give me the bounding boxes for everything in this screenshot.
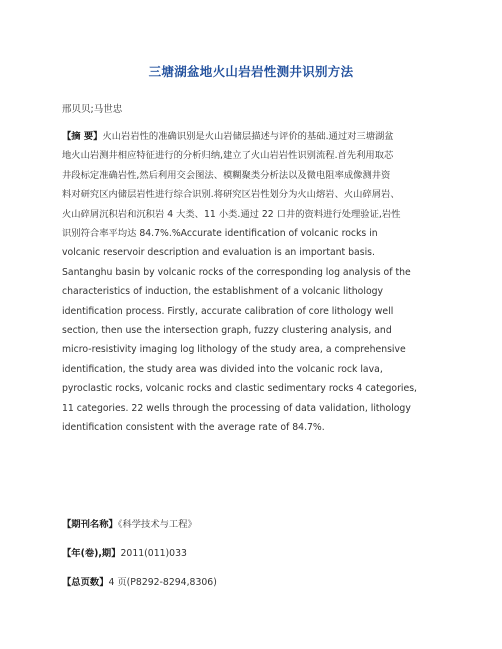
abstract-line: 井段标定准确岩性,然后利用交会图法、模糊聚类分析法以及微电阻率成像测井资: [62, 169, 391, 181]
abstract-line: 料对研究区内储层岩性进行综合识别.将研究区岩性划分为火山熔岩、火山碎屑岩、: [62, 189, 400, 201]
total-pages-label: 【总页数】: [62, 577, 109, 588]
year-volume-issue-value: 2011(011)033: [120, 548, 187, 559]
total-pages-value: 4 页(P8292-8294,8306): [108, 577, 217, 588]
abstract-label: 【摘 要】: [62, 131, 103, 142]
journal-name-label: 【期刊名称】: [62, 519, 118, 530]
document-title: 三塘湖盆地火山岩岩性测井识别方法: [148, 64, 354, 79]
abstract-line: 识别符合率平均达 84.7%.%Accurate identification of volcanic rocks in: [62, 228, 378, 240]
total-pages-row: [62, 574, 217, 588]
document-authors: 邢贝贝;马世忠: [62, 104, 123, 115]
abstract-line: characteristics of induction, the establishment of a volcanic lithology: [62, 286, 384, 298]
abstract-line: identification consistent with the average rate of 84.7%.: [62, 422, 325, 434]
journal-name-row: [62, 516, 197, 530]
year-volume-issue-row: [62, 545, 187, 559]
abstract-line: 地火山岩测井相应特征进行的分析归纳,建立了火山岩岩性识别流程.首先利用取芯: [62, 150, 394, 162]
journal-name-value: 《科学技术与工程》: [117, 519, 197, 530]
abstract-line: 火山碎屑沉积岩和沉积岩 4 大类、11 小类.通过 22 口井的资料进行处理验证,岩性: [62, 208, 401, 220]
abstract-section: [62, 127, 442, 438]
abstract-text: 火山岩岩性的准确识别是火山岩储层描述与评价的基础.通过对三塘湖盆: [102, 131, 394, 142]
abstract-line: Santanghu basin by volcanic rocks of the corresponding log analysis of the: [62, 266, 411, 278]
abstract-line: 11 categories. 22 wells through the processing of data validation, lithology: [62, 402, 411, 414]
year-volume-issue-label: 【年(卷),期】: [62, 548, 121, 559]
abstract-line: identification, the study area was divided into the volcanic rock lava,: [62, 363, 383, 375]
abstract-line: pyroclastic rocks, volcanic rocks and clastic sedimentary rocks 4 categories,: [62, 383, 417, 395]
abstract-line: volcanic reservoir description and evaluation is an important basis.: [62, 247, 375, 259]
abstract-line: identification process. Firstly, accurate calibration of core lithology well: [62, 305, 394, 317]
abstract-line: micro-resistivity imaging log lithology of the study area, a comprehensive: [62, 344, 406, 356]
abstract-line: section, then use the intersection graph, fuzzy clustering analysis, and: [62, 325, 392, 337]
abstract-line: [62, 127, 442, 146]
